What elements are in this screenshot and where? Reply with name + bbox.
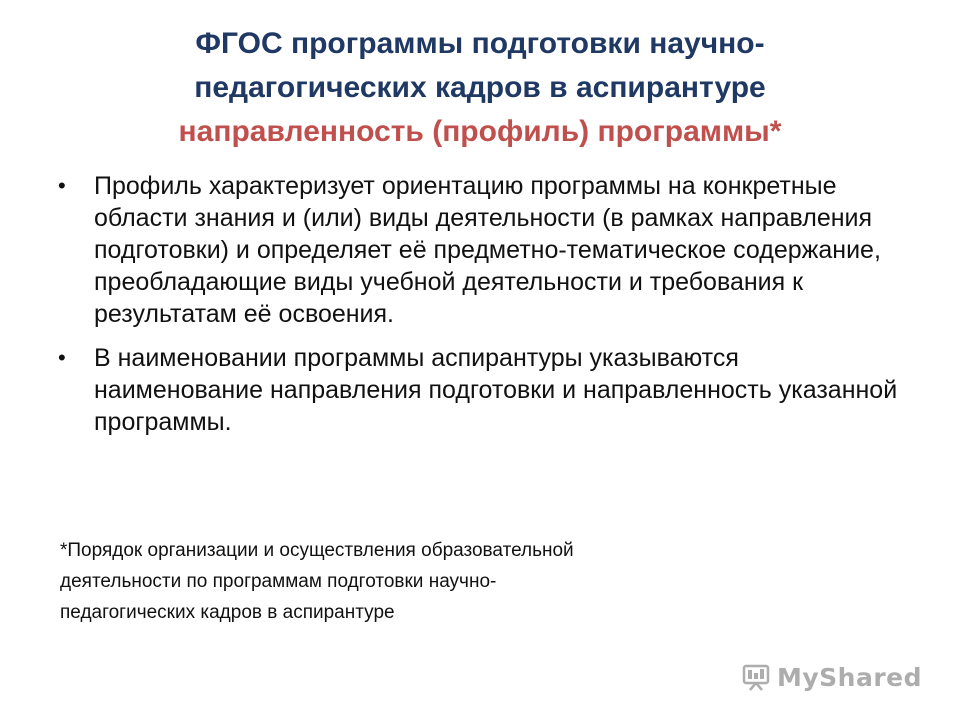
bullet-item — [58, 342, 908, 438]
title-line-2: педагогических кадров в аспирантуре — [194, 71, 766, 104]
bullet-icon: • — [58, 173, 66, 198]
bullet-item — [58, 170, 908, 330]
presentation-board-icon — [741, 662, 771, 692]
watermark-text: MyShared — [776, 662, 922, 692]
bullet-text: В наименовании программы аспирантуры указываются наименование направления подготовки и направленность указанной программы. — [94, 344, 898, 436]
title-line-1: ФГОС программы подготовки научно- — [195, 27, 765, 60]
bullet-list — [58, 170, 908, 450]
slide-title — [60, 22, 900, 154]
footnote-line-1: *Порядок организации и осуществления образовательной — [60, 540, 574, 561]
bullet-icon: • — [58, 345, 66, 370]
footnote — [60, 535, 780, 628]
footnote-line-2: деятельности по программам подготовки научно- — [60, 571, 497, 592]
title-subtitle: направленность (профиль) программы* — [178, 115, 782, 148]
watermark-logo — [741, 662, 922, 692]
bullet-text: Профиль характеризует ориентацию программы на конкретные области знания и (или) виды деятельности (в рамках направления подготовки) и определяет её предметно-тематическое содержание, преобладающие виды учебной деятельности и требования к результатам её освоения. — [94, 172, 881, 328]
footnote-line-3: педагогических кадров в аспирантуре — [60, 602, 395, 623]
